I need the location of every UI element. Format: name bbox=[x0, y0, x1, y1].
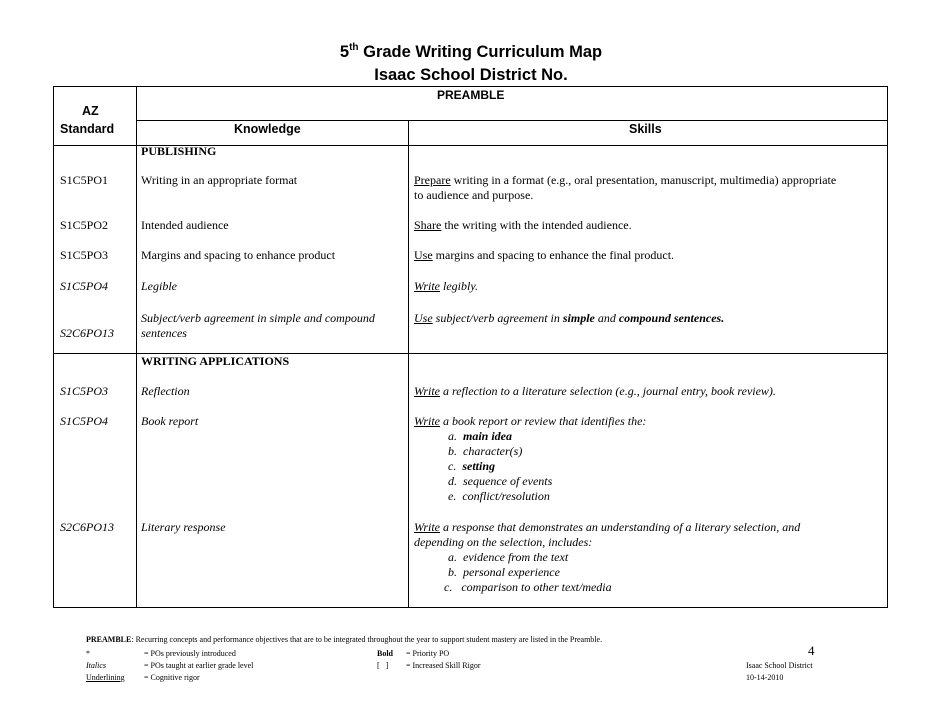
standard-code: S2C6PO13 bbox=[60, 520, 114, 534]
page-title: 5th Grade Writing Curriculum Map bbox=[339, 42, 603, 61]
skill-text: Share the writing with the intended audience. bbox=[414, 218, 632, 232]
footer-preamble-note: PREAMBLE: Recurring concepts and performance objectives that are to be integrated throughout the year to support student mastery are listed in the Preamble. bbox=[86, 635, 603, 644]
footer-district: Isaac School District bbox=[746, 661, 813, 670]
skill-text: Write a book report or review that identifies the: bbox=[414, 414, 647, 428]
standard-code: S1C5PO3 bbox=[60, 248, 109, 262]
page-number: 4 bbox=[808, 643, 815, 658]
knowledge-text: Margins and spacing to enhance product bbox=[141, 248, 336, 262]
knowledge-header: Knowledge bbox=[234, 122, 301, 136]
knowledge-text: Legible bbox=[141, 279, 177, 293]
az-header-line2: Standard bbox=[60, 122, 115, 136]
standard-code: S1C5PO1 bbox=[60, 173, 109, 187]
skill-text: Use subject/verb agreement in simple and compound sentences. bbox=[414, 311, 725, 325]
knowledge-text: Intended audience bbox=[141, 218, 229, 232]
publishing-heading: PUBLISHING bbox=[141, 144, 217, 158]
standard-code: S1C5PO3 bbox=[60, 384, 108, 398]
legend-key: Underlining bbox=[86, 673, 125, 682]
legend-key: * bbox=[86, 649, 90, 658]
preamble-header: PREAMBLE bbox=[437, 88, 505, 102]
skill-text: Prepare writing in a format (e.g., oral presentation, manuscript, multimedia) appropriate to audience and purpose. bbox=[414, 173, 837, 202]
standard-code: S2C6PO13 bbox=[60, 326, 114, 340]
skill-text: Write a response that demonstrates an understanding of a literary selection, and depending on the selection, includes: bbox=[414, 520, 801, 549]
col-divider-knowledge bbox=[408, 120, 409, 607]
writing-applications-heading: WRITING APPLICATIONS bbox=[141, 354, 290, 368]
list-item: d. sequence of events bbox=[448, 474, 553, 488]
legend-desc: = POs previously introduced bbox=[144, 649, 236, 658]
knowledge-text: Literary response bbox=[141, 520, 226, 534]
col-divider-standard bbox=[136, 87, 137, 607]
legend-key: [ ] bbox=[377, 661, 389, 670]
skills-header: Skills bbox=[629, 122, 662, 136]
list-item: b. character(s) bbox=[448, 444, 523, 458]
header-divider-left bbox=[54, 145, 136, 146]
subheader-divider bbox=[136, 120, 887, 121]
standard-code: S1C5PO4 bbox=[60, 279, 108, 293]
list-item: a. evidence from the text bbox=[448, 550, 569, 564]
skill-text: Write legibly. bbox=[414, 279, 478, 293]
header-divider-right bbox=[136, 145, 887, 146]
az-header-line1: AZ bbox=[82, 104, 99, 118]
footer-date: 10-14-2010 bbox=[746, 673, 784, 682]
list-item: b. personal experience bbox=[448, 565, 560, 579]
list-item: c. comparison to other text/media bbox=[444, 580, 612, 594]
skill-text: Write a reflection to a literature selection (e.g., journal entry, book review). bbox=[414, 384, 776, 398]
list-item: e. conflict/resolution bbox=[448, 489, 550, 503]
standard-code: S1C5PO4 bbox=[60, 414, 108, 428]
legend-desc: = POs taught at earlier grade level bbox=[144, 661, 254, 670]
standard-code: S1C5PO2 bbox=[60, 218, 109, 232]
knowledge-text: Book report bbox=[141, 414, 199, 428]
list-item: a. main idea bbox=[448, 429, 513, 443]
knowledge-text: Reflection bbox=[141, 384, 190, 398]
knowledge-text: Subject/verb agreement in simple and compound sentences bbox=[141, 311, 375, 340]
legend-key: Italics bbox=[86, 661, 106, 670]
legend-key: Bold bbox=[377, 649, 394, 658]
page-subtitle: Isaac School District No. bbox=[374, 66, 568, 84]
legend-desc: = Cognitive rigor bbox=[144, 673, 200, 682]
legend-desc: = Increased Skill Rigor bbox=[406, 661, 481, 670]
knowledge-text: Writing in an appropriate format bbox=[141, 173, 298, 187]
list-item: c. setting bbox=[448, 459, 495, 473]
legend-desc: = Priority PO bbox=[406, 649, 450, 658]
skill-text: Use margins and spacing to enhance the final product. bbox=[414, 248, 675, 262]
